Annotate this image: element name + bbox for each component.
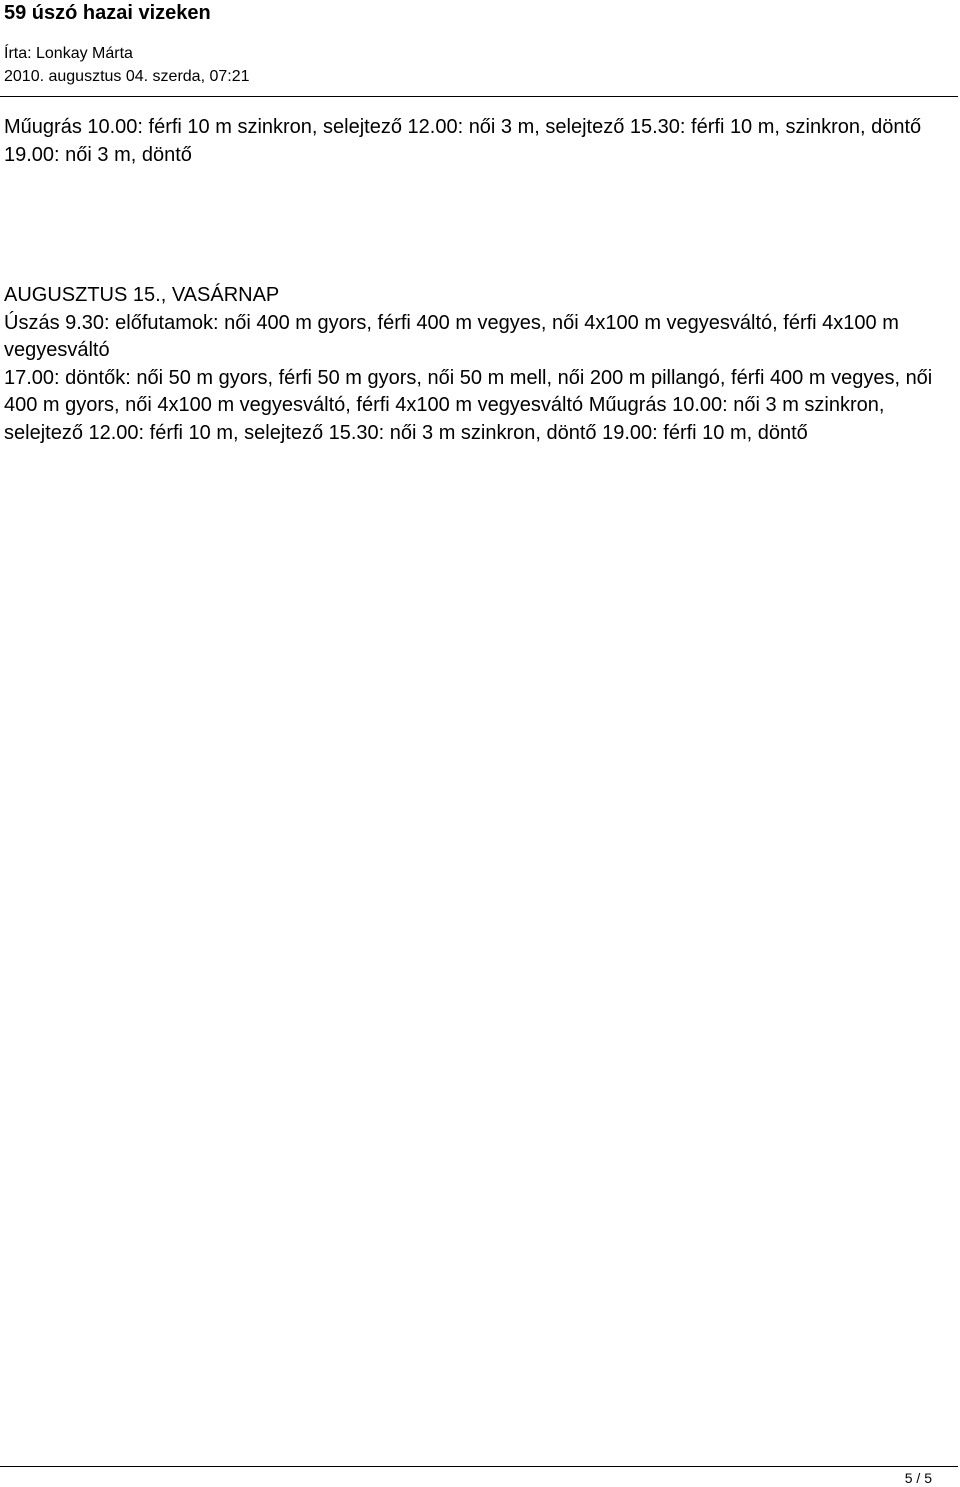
- header-divider: [0, 96, 958, 97]
- article-title: 59 úszó hazai vizeken: [4, 2, 211, 24]
- diving-schedule-paragraph: Műugrás 10.00: férfi 10 m szinkron, selejtező 12.00: női 3 m, selejtező 15.30: férfi 10 m, szinkron, döntő 19.00: női 3 m, döntő: [4, 116, 922, 166]
- article-date: 2010. augusztus 04. szerda, 07:21: [4, 68, 250, 85]
- footer-divider: [0, 1466, 958, 1467]
- page-number: 5 / 5: [904, 1470, 932, 1486]
- swimming-heats-line: Úszás 9.30: előfutamok: női 400 m gyors, férfi 400 m vegyes, női 4x100 m vegyesváltó, férfi 4x100 m vegyesváltó: [4, 311, 899, 361]
- sunday-schedule-block: [4, 282, 956, 447]
- finals-line: 17.00: döntők: női 50 m gyors, férfi 50 m gyors, női 50 m mell, női 200 m pillangó, férfi 400 m vegyes, női 400 m gyors, női 4x100 m vegyesváltó, férfi 4x100 m vegyesváltó Műugrás 10.00: női 3 m szinkron, selejtező 12.00: férfi 10 m, selejtező 15.30: női 3 m szinkron, döntő 19.00: férfi 10 m, döntő: [4, 366, 933, 444]
- article-author: Írta: Lonkay Márta: [4, 45, 133, 62]
- day-heading: AUGUSZTUS 15., VASÁRNAP: [4, 284, 280, 306]
